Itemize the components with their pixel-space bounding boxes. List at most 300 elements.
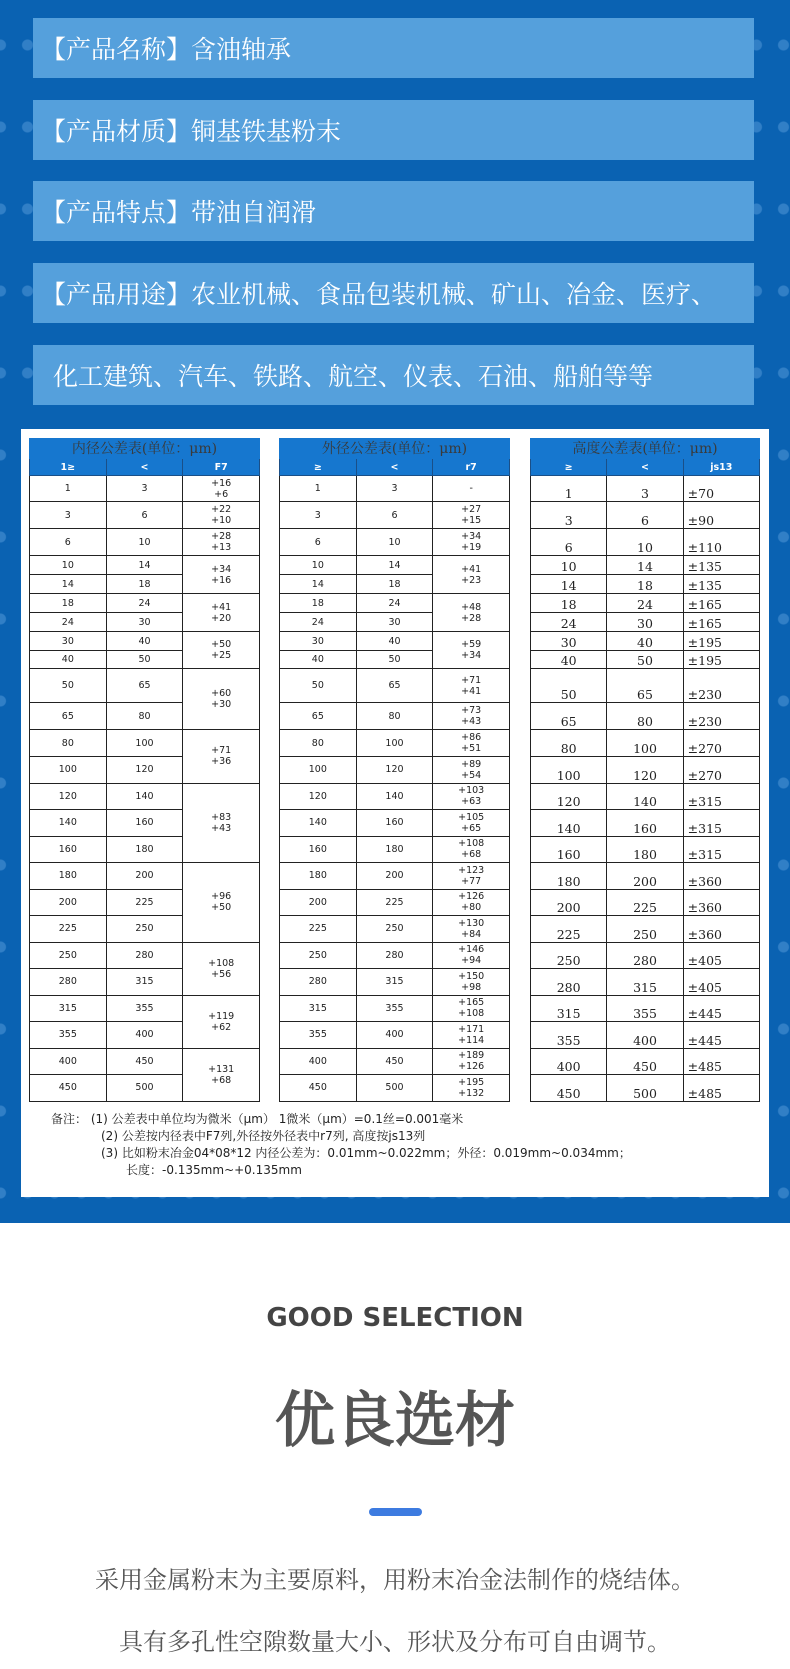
table-row	[531, 575, 760, 594]
range-from: 400	[280, 1048, 357, 1075]
table-row	[280, 916, 510, 943]
info-label: 【产品用途】	[41, 280, 192, 309]
range-to: 355	[106, 995, 183, 1022]
range-to: 200	[106, 863, 183, 890]
range-to: 50	[607, 651, 683, 669]
range-to: 225	[607, 889, 683, 916]
outer-diameter-tolerance-table	[279, 438, 510, 1102]
range-to: 30	[106, 613, 183, 632]
range-to: 315	[356, 969, 433, 996]
range-from: 355	[280, 1022, 357, 1049]
tolerance-value: ±360	[683, 916, 759, 943]
range-to: 6	[106, 502, 183, 529]
table-row	[30, 632, 260, 651]
table-row	[280, 757, 510, 784]
table-row	[531, 730, 760, 757]
table-row	[30, 730, 260, 757]
range-from: 14	[531, 575, 607, 594]
range-from: 3	[280, 502, 357, 529]
range-to: 315	[106, 969, 183, 996]
range-from: 6	[280, 529, 357, 556]
range-from: 100	[30, 757, 107, 784]
range-from: 80	[531, 730, 607, 757]
tolerance-tables-panel	[21, 429, 769, 1197]
info-value: 农业机械、食品包装机械、矿山、冶金、医疗、	[191, 280, 717, 309]
tolerance-value: +103 +63	[433, 783, 510, 810]
column-header: F7	[183, 459, 260, 476]
table-row	[280, 703, 510, 730]
table-row	[30, 863, 260, 890]
range-from: 400	[531, 1048, 607, 1075]
range-to: 50	[106, 651, 183, 669]
range-from: 315	[280, 995, 357, 1022]
range-to: 355	[356, 995, 433, 1022]
column-header: <	[106, 459, 183, 476]
table-row	[30, 594, 260, 613]
table-row	[280, 476, 510, 502]
table-row	[531, 556, 760, 575]
column-header: <	[607, 459, 683, 476]
range-from: 400	[30, 1048, 107, 1075]
tolerance-value: +189 +126	[433, 1048, 510, 1075]
tolerance-value: +41 +20	[183, 594, 260, 632]
table-row	[531, 703, 760, 730]
range-from: 40	[280, 651, 357, 669]
table-row	[531, 1022, 760, 1049]
range-to: 6	[607, 502, 683, 529]
range-to: 40	[607, 632, 683, 651]
range-to: 24	[607, 594, 683, 613]
range-from: 250	[30, 942, 107, 969]
table-row	[280, 783, 510, 810]
range-to: 280	[356, 942, 433, 969]
table-row	[531, 502, 760, 529]
tolerance-value: +89 +54	[433, 757, 510, 784]
range-to: 160	[607, 810, 683, 837]
tolerance-value: +165 +108	[433, 995, 510, 1022]
range-to: 200	[607, 863, 683, 890]
tolerance-value: ±70	[683, 476, 759, 502]
range-from: 200	[30, 889, 107, 916]
range-from: 50	[280, 669, 357, 703]
tolerance-value: ±315	[683, 783, 759, 810]
section-desc-line: 采用金属粉末为主要原料，用粉末冶金法制作的烧结体。	[95, 1566, 695, 1594]
tolerance-value: +171 +114	[433, 1022, 510, 1049]
tolerance-value: ±230	[683, 669, 759, 703]
info-label: 【产品材质】	[41, 117, 192, 146]
range-to: 225	[356, 889, 433, 916]
range-from: 3	[531, 502, 607, 529]
range-from: 180	[531, 863, 607, 890]
range-to: 120	[106, 757, 183, 784]
table-row	[280, 529, 510, 556]
tolerance-value: ±110	[683, 529, 759, 556]
range-to: 100	[356, 730, 433, 757]
tolerance-value: +195 +132	[433, 1075, 510, 1102]
section-desc-line: 具有多孔性空隙数量大小、形状及分布可自由调节。	[119, 1628, 671, 1656]
table-row	[280, 1075, 510, 1102]
range-from: 225	[280, 916, 357, 943]
range-to: 100	[106, 730, 183, 757]
range-to: 18	[607, 575, 683, 594]
range-to: 24	[106, 594, 183, 613]
range-from: 24	[531, 613, 607, 632]
range-from: 18	[531, 594, 607, 613]
tolerance-value: ±135	[683, 575, 759, 594]
range-to: 10	[607, 529, 683, 556]
range-to: 40	[356, 632, 433, 651]
table-row	[531, 632, 760, 651]
range-to: 14	[106, 556, 183, 575]
table-row	[531, 863, 760, 890]
note-line: (2) 公差按内径表中F7列,外径按外径表中r7列, 高度按js13列	[101, 1129, 426, 1143]
tolerance-value: ±195	[683, 651, 759, 669]
tolerance-value: +41 +23	[433, 556, 510, 594]
range-from: 100	[531, 757, 607, 784]
column-header: ≥	[531, 459, 607, 476]
table-row	[30, 556, 260, 575]
range-from: 120	[30, 783, 107, 810]
range-to: 3	[356, 476, 433, 502]
range-from: 140	[30, 810, 107, 837]
tolerance-value: ±195	[683, 632, 759, 651]
table-row	[280, 969, 510, 996]
range-from: 315	[30, 995, 107, 1022]
info-value: 铜基铁基粉末	[191, 117, 342, 146]
range-from: 450	[531, 1075, 607, 1102]
note-line: (3) 比如粉末冶金04*08*12 内径公差为：0.01mm~0.022mm；外径：0.019mm~0.034mm；	[101, 1146, 631, 1160]
table-row	[531, 995, 760, 1022]
range-from: 450	[280, 1075, 357, 1102]
range-to: 500	[607, 1075, 683, 1102]
range-from: 160	[30, 836, 107, 863]
tolerance-value: ±165	[683, 594, 759, 613]
info-label: 【产品特点】	[41, 198, 192, 227]
range-to: 6	[356, 502, 433, 529]
range-to: 500	[356, 1075, 433, 1102]
range-to: 280	[106, 942, 183, 969]
tolerance-value: +60 +30	[183, 669, 260, 730]
range-from: 315	[531, 995, 607, 1022]
table-row	[531, 916, 760, 943]
tolerance-value: +126 +80	[433, 889, 510, 916]
range-from: 18	[280, 594, 357, 613]
table-row	[531, 783, 760, 810]
range-to: 80	[356, 703, 433, 730]
tolerance-value: +27 +15	[433, 502, 510, 529]
range-to: 200	[356, 863, 433, 890]
table-row	[280, 556, 510, 575]
range-from: 180	[280, 863, 357, 890]
table-row	[531, 942, 760, 969]
column-header: <	[356, 459, 433, 476]
range-from: 450	[30, 1075, 107, 1102]
tolerance-value: +131 +68	[183, 1048, 260, 1101]
tolerance-value: +105 +65	[433, 810, 510, 837]
range-to: 80	[607, 703, 683, 730]
table-row	[280, 730, 510, 757]
range-from: 10	[280, 556, 357, 575]
range-from: 14	[280, 575, 357, 594]
table-row	[30, 502, 260, 529]
tolerance-value: +119 +62	[183, 995, 260, 1048]
range-from: 1	[531, 476, 607, 502]
tolerance-value: ±360	[683, 889, 759, 916]
range-to: 10	[356, 529, 433, 556]
tolerance-value: ±405	[683, 942, 759, 969]
range-from: 355	[30, 1022, 107, 1049]
height-tolerance-table	[530, 438, 760, 1102]
column-header: r7	[433, 459, 510, 476]
range-to: 180	[106, 836, 183, 863]
range-from: 200	[531, 889, 607, 916]
range-from: 50	[30, 669, 107, 703]
tolerance-value: +96 +50	[183, 863, 260, 943]
tolerance-value: +108 +56	[183, 942, 260, 995]
range-from: 14	[30, 575, 107, 594]
table-row	[30, 529, 260, 556]
info-row-name	[33, 18, 754, 78]
range-from: 280	[280, 969, 357, 996]
range-to: 40	[106, 632, 183, 651]
range-from: 120	[531, 783, 607, 810]
range-to: 14	[356, 556, 433, 575]
range-from: 280	[531, 969, 607, 996]
info-value: 化工建筑、汽车、铁路、航空、仪表、石油、船舶等等	[53, 362, 654, 391]
table-row	[531, 836, 760, 863]
info-row-feature	[33, 181, 754, 241]
column-header: ≥	[280, 459, 357, 476]
section-title: 优良选材	[275, 1386, 515, 1456]
tolerance-value: ±405	[683, 969, 759, 996]
note-line: 长度：-0.135mm~+0.135mm	[126, 1163, 302, 1177]
range-to: 120	[356, 757, 433, 784]
range-from: 355	[531, 1022, 607, 1049]
range-to: 315	[607, 969, 683, 996]
tolerance-value: +34 +16	[183, 556, 260, 594]
tolerance-value: +108 +68	[433, 836, 510, 863]
range-from: 160	[531, 836, 607, 863]
info-row-material	[33, 100, 754, 160]
table-row	[531, 810, 760, 837]
range-to: 280	[607, 942, 683, 969]
range-from: 3	[30, 502, 107, 529]
range-from: 40	[531, 651, 607, 669]
range-from: 24	[30, 613, 107, 632]
range-to: 3	[106, 476, 183, 502]
table-row	[30, 1048, 260, 1075]
range-to: 65	[106, 669, 183, 703]
tolerance-value: +146 +94	[433, 942, 510, 969]
tolerance-value: +123 +77	[433, 863, 510, 890]
range-to: 450	[607, 1048, 683, 1075]
inner-diameter-tolerance-table	[29, 438, 260, 1102]
tolerance-value: ±315	[683, 810, 759, 837]
tolerance-value: ±230	[683, 703, 759, 730]
range-to: 225	[106, 889, 183, 916]
info-value: 含油轴承	[191, 35, 292, 64]
table-row	[531, 594, 760, 613]
table-row	[531, 669, 760, 703]
tolerance-value: ±165	[683, 613, 759, 632]
range-from: 100	[280, 757, 357, 784]
range-from: 225	[30, 916, 107, 943]
range-from: 65	[30, 703, 107, 730]
tolerance-value: -	[433, 476, 510, 502]
range-to: 65	[607, 669, 683, 703]
info-label: 【产品名称】	[41, 35, 192, 64]
range-to: 450	[106, 1048, 183, 1075]
table-row	[30, 669, 260, 703]
range-to: 50	[356, 651, 433, 669]
range-from: 24	[280, 613, 357, 632]
range-from: 80	[280, 730, 357, 757]
title-underline	[369, 1508, 422, 1516]
tolerance-value: ±445	[683, 1022, 759, 1049]
note-line: (1) 公差表中单位均为微米（μm） 1微米（μm）=0.1丝=0.001毫米	[90, 1112, 464, 1126]
range-from: 250	[280, 942, 357, 969]
table-row	[531, 1075, 760, 1102]
range-to: 160	[106, 810, 183, 837]
range-to: 120	[607, 757, 683, 784]
table-row	[531, 889, 760, 916]
range-to: 18	[106, 575, 183, 594]
range-from: 40	[30, 651, 107, 669]
table-row	[531, 529, 760, 556]
range-to: 3	[607, 476, 683, 502]
section-eyebrow: GOOD SELECTION	[266, 1303, 524, 1333]
range-to: 450	[356, 1048, 433, 1075]
range-from: 65	[280, 703, 357, 730]
range-to: 400	[607, 1022, 683, 1049]
range-to: 250	[106, 916, 183, 943]
table-title: 内径公差表(单位：μm)	[30, 439, 260, 459]
range-from: 250	[531, 942, 607, 969]
table-row	[531, 651, 760, 669]
table-row	[280, 863, 510, 890]
column-header: 1≥	[30, 459, 107, 476]
range-from: 160	[280, 836, 357, 863]
range-from: 6	[531, 529, 607, 556]
range-from: 180	[30, 863, 107, 890]
tolerance-value: ±485	[683, 1075, 759, 1102]
tolerance-value: +83 +43	[183, 783, 260, 863]
tolerance-value: +59 +34	[433, 632, 510, 669]
column-header: js13	[683, 459, 759, 476]
range-from: 120	[280, 783, 357, 810]
table-row	[280, 810, 510, 837]
range-from: 65	[531, 703, 607, 730]
info-row-usage	[33, 263, 754, 323]
range-from: 10	[531, 556, 607, 575]
range-to: 400	[356, 1022, 433, 1049]
range-to: 30	[607, 613, 683, 632]
range-to: 250	[607, 916, 683, 943]
range-from: 10	[30, 556, 107, 575]
range-from: 140	[280, 810, 357, 837]
tolerance-value: +16 +6	[183, 476, 260, 502]
range-to: 250	[356, 916, 433, 943]
range-from: 280	[30, 969, 107, 996]
table-row	[280, 632, 510, 651]
tolerance-value: ±445	[683, 995, 759, 1022]
range-from: 80	[30, 730, 107, 757]
tolerance-value: +48 +28	[433, 594, 510, 632]
range-from: 225	[531, 916, 607, 943]
info-row-usage-cont	[33, 345, 754, 405]
tolerance-value: +28 +13	[183, 529, 260, 556]
range-from: 140	[531, 810, 607, 837]
tolerance-value: ±315	[683, 836, 759, 863]
table-title: 外径公差表(单位：μm)	[280, 439, 510, 459]
tolerance-value: +71 +41	[433, 669, 510, 703]
range-to: 65	[356, 669, 433, 703]
range-to: 80	[106, 703, 183, 730]
table-row	[280, 995, 510, 1022]
table-row	[531, 969, 760, 996]
tolerance-value: +34 +19	[433, 529, 510, 556]
tolerance-value: ±270	[683, 730, 759, 757]
info-value: 带油自润滑	[191, 198, 317, 227]
tolerance-value: +86 +51	[433, 730, 510, 757]
range-from: 1	[30, 476, 107, 502]
range-to: 30	[356, 613, 433, 632]
range-to: 500	[106, 1075, 183, 1102]
table-row	[30, 476, 260, 502]
range-to: 18	[356, 575, 433, 594]
table-row	[30, 942, 260, 969]
table-row	[30, 783, 260, 810]
range-to: 140	[106, 783, 183, 810]
range-to: 140	[356, 783, 433, 810]
tolerance-value: +71 +36	[183, 730, 260, 784]
tolerance-value: +73 +43	[433, 703, 510, 730]
range-from: 30	[531, 632, 607, 651]
table-row	[280, 1048, 510, 1075]
table-row	[280, 889, 510, 916]
range-from: 30	[30, 632, 107, 651]
table-row	[280, 594, 510, 613]
table-row	[280, 942, 510, 969]
table-row	[531, 613, 760, 632]
table-row	[30, 995, 260, 1022]
range-from: 1	[280, 476, 357, 502]
range-to: 160	[356, 810, 433, 837]
table-title: 高度公差表(单位：μm)	[531, 439, 760, 459]
range-to: 14	[607, 556, 683, 575]
tolerance-value: ±135	[683, 556, 759, 575]
table-row	[280, 502, 510, 529]
range-to: 400	[106, 1022, 183, 1049]
range-from: 6	[30, 529, 107, 556]
tolerance-value: +22 +10	[183, 502, 260, 529]
range-from: 50	[531, 669, 607, 703]
tolerance-value: ±360	[683, 863, 759, 890]
tolerance-value: ±270	[683, 757, 759, 784]
tolerance-value: +150 +98	[433, 969, 510, 996]
range-from: 18	[30, 594, 107, 613]
range-to: 24	[356, 594, 433, 613]
table-row	[531, 1048, 760, 1075]
table-row	[280, 836, 510, 863]
range-to: 10	[106, 529, 183, 556]
notes	[51, 1111, 631, 1179]
tolerance-value: +130 +84	[433, 916, 510, 943]
range-to: 140	[607, 783, 683, 810]
tolerance-value: ±485	[683, 1048, 759, 1075]
tolerance-value: +50 +25	[183, 632, 260, 669]
table-row	[531, 757, 760, 784]
